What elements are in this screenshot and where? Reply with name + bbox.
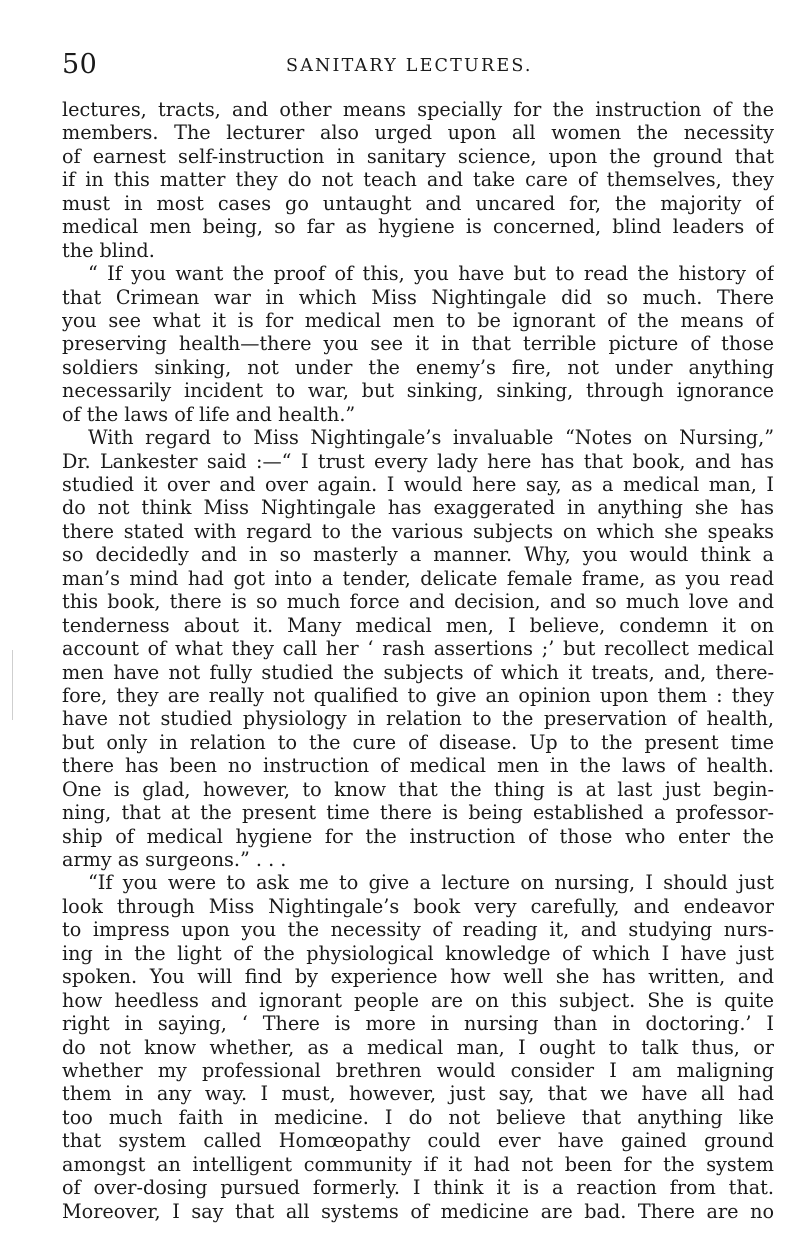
text-line: whether my professional brethren would consider I am maligning: [62, 1058, 774, 1082]
text-line: spoken. You will find by experience how well she has written, and: [62, 965, 774, 989]
text-line: that Crimean war in which Miss Nightingale did so much. There: [62, 285, 774, 309]
text-line: too much faith in medicine. I do not believe that anything like: [62, 1105, 774, 1129]
body-text: [62, 98, 774, 1223]
text-line: do not think Miss Nightingale has exaggerated in anything she has: [62, 496, 774, 520]
text-line: amongst an intelligent community if it had not been for the system: [62, 1152, 774, 1176]
text-line: there has been no instruction of medical men in the laws of health.: [62, 754, 774, 778]
text-line: there stated with regard to the various subjects on which she speaks: [62, 519, 774, 543]
text-line: Dr. Lankester said :—“ I trust every lady here has that book, and has: [62, 449, 774, 473]
text-line: account of what they call her ‘ rash assertions ;’ but recollect medical: [62, 637, 774, 661]
text-line: must in most cases go untaught and uncared for, the majority of: [62, 191, 774, 215]
text-line: Moreover, I say that all systems of medicine are bad. There are no: [62, 1199, 774, 1223]
text-line: studied it over and over again. I would here say, as a medical man, I: [62, 473, 774, 496]
text-line: ship of medical hygiene for the instruction of those who enter the: [62, 824, 774, 848]
text-line: have not studied physiology in relation to the preservation of health,: [62, 707, 774, 731]
text-line: man’s mind had got into a tender, delicate female frame, as you read: [62, 566, 774, 590]
text-line: men have not fully studied the subjects of which it treats, and, there-: [62, 660, 774, 684]
text-line: right in saying, ‘ There is more in nursing than in doctoring.’ I: [62, 1012, 774, 1036]
text-line: One is glad, however, to know that the thing is at last just begin-: [62, 777, 774, 801]
text-line: you see what it is for medical men to be ignorant of the means of: [62, 308, 774, 332]
text-line: tenderness about it. Many medical men, I believe, condemn it on: [62, 613, 774, 637]
text-line: of the laws of life and health.”: [62, 402, 356, 426]
page-number: 50: [62, 49, 98, 80]
margin-rule: [12, 650, 13, 720]
text-line: the blind.: [62, 238, 155, 262]
text-line: so decidedly and in so masterly a manner. Why, you would think a: [62, 543, 774, 567]
text-line: of earnest self-instruction in sanitary science, upon the ground that: [62, 144, 774, 168]
text-line: With regard to Miss Nightingale’s invaluable “Notes on Nursing,”: [88, 426, 774, 450]
text-line: do not know whether, as a medical man, I ought to talk thus, or: [62, 1035, 774, 1059]
text-line: how heedless and ignorant people are on this subject. She is quite: [62, 988, 774, 1012]
running-head: [62, 48, 772, 82]
text-line: “ If you want the proof of this, you have but to read the history of: [88, 262, 774, 286]
text-line: fore, they are really not qualified to give an opinion upon them : they: [62, 683, 774, 707]
text-line: but only in relation to the cure of disease. Up to the present time: [62, 730, 774, 754]
text-line: “If you were to ask me to give a lecture on nursing, I should just: [88, 871, 774, 895]
text-line: if in this matter they do not teach and take care of themselves, they: [62, 168, 774, 192]
text-line: preserving health—there you see it in that terrible picture of those: [62, 332, 774, 356]
text-line: that system called Homœopathy could ever have gained ground: [62, 1129, 774, 1153]
running-title: SANITARY LECTURES.: [286, 56, 533, 76]
text-line: lectures, tracts, and other means specially for the instruction of the: [62, 98, 774, 121]
text-line: soldiers sinking, not under the enemy’s fire, not under anything: [62, 355, 774, 379]
text-line: army as surgeons.” . . .: [62, 848, 287, 871]
text-line: members. The lecturer also urged upon all women the necessity: [62, 121, 774, 145]
text-line: necessarily incident to war, but sinking, sinking, through ignorance: [62, 379, 774, 403]
text-line: to impress upon you the necessity of reading it, and studying nurs-: [62, 918, 774, 942]
text-line: this book, there is so much force and decision, and so much love and: [62, 590, 774, 614]
text-line: look through Miss Nightingale’s book very carefully, and endeavor: [62, 894, 774, 918]
text-line: ing in the light of the physiological knowledge of which I have just: [62, 941, 774, 965]
text-line: ning, that at the present time there is being established a professor-: [62, 801, 774, 825]
text-line: them in any way. I must, however, just say, that we have all had: [62, 1082, 774, 1106]
text-line: of over-dosing pursued formerly. I think it is a reaction from that.: [62, 1176, 774, 1200]
text-line: medical men being, so far as hygiene is concerned, blind leaders of: [62, 215, 774, 239]
